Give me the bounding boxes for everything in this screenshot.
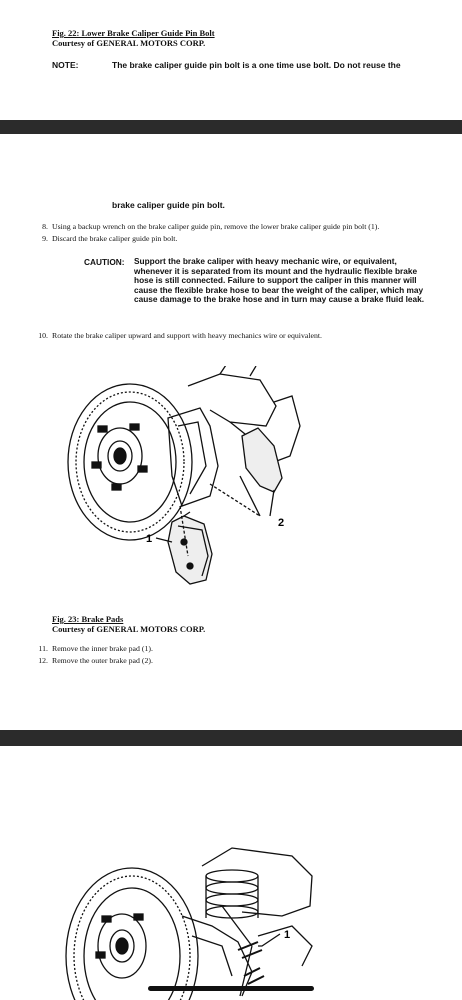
callout-2: 2 bbox=[278, 517, 285, 529]
step-text: Rotate the brake caliper upward and support with heavy mechanics wire or equivalent. bbox=[52, 331, 322, 340]
step-number: 10. bbox=[38, 331, 48, 340]
caution-label: CAUTION: bbox=[84, 257, 125, 267]
step-number: 12. bbox=[38, 656, 48, 665]
document-page-3 bbox=[0, 746, 462, 1000]
home-indicator[interactable] bbox=[148, 986, 314, 991]
figure-22-credit: Courtesy of GENERAL MOTORS CORP. bbox=[52, 38, 206, 48]
callout-1: 1 bbox=[284, 929, 291, 941]
figure-23-title: Fig. 23: Brake Pads bbox=[52, 614, 124, 624]
page-divider bbox=[0, 730, 462, 746]
note-continuation: brake caliper guide pin bolt. bbox=[112, 200, 225, 210]
note-text: The brake caliper guide pin bolt is a one time use bolt. Do not reuse the bbox=[112, 60, 401, 70]
step-text: Remove the outer brake pad (2). bbox=[52, 656, 153, 665]
brake-pads-illustration bbox=[60, 366, 310, 588]
step-number: 8. bbox=[42, 222, 48, 231]
step-text: Remove the inner brake pad (1). bbox=[52, 644, 153, 653]
figure-23-credit: Courtesy of GENERAL MOTORS CORP. bbox=[52, 624, 206, 634]
page-divider bbox=[0, 120, 462, 134]
step-text: Discard the brake caliper guide pin bolt. bbox=[52, 234, 178, 243]
figure-22-title: Fig. 22: Lower Brake Caliper Guide Pin Bolt bbox=[52, 28, 215, 38]
step-number: 9. bbox=[42, 234, 48, 243]
callout-1: 1 bbox=[146, 533, 153, 545]
document-page-1 bbox=[0, 0, 462, 120]
step-number: 11. bbox=[38, 644, 48, 653]
document-page-2 bbox=[0, 134, 462, 730]
step-text: Using a backup wrench on the brake caliper guide pin, remove the lower brake caliper guide pin bolt (1). bbox=[52, 222, 380, 231]
brake-assembly-illustration bbox=[62, 846, 332, 1000]
note-label: NOTE: bbox=[52, 60, 79, 70]
caution-text: Support the brake caliper with heavy mechanic wire, or equivalent, whenever it is separated from its mount and the hydraulic flexible brake hose is still connected. Failure to support the caliper in this manner will cause the flexible brake hose to bear the weight of the caliper, which may cause damage to the brake hose and in turn may cause a brake fluid leak. bbox=[134, 256, 425, 305]
